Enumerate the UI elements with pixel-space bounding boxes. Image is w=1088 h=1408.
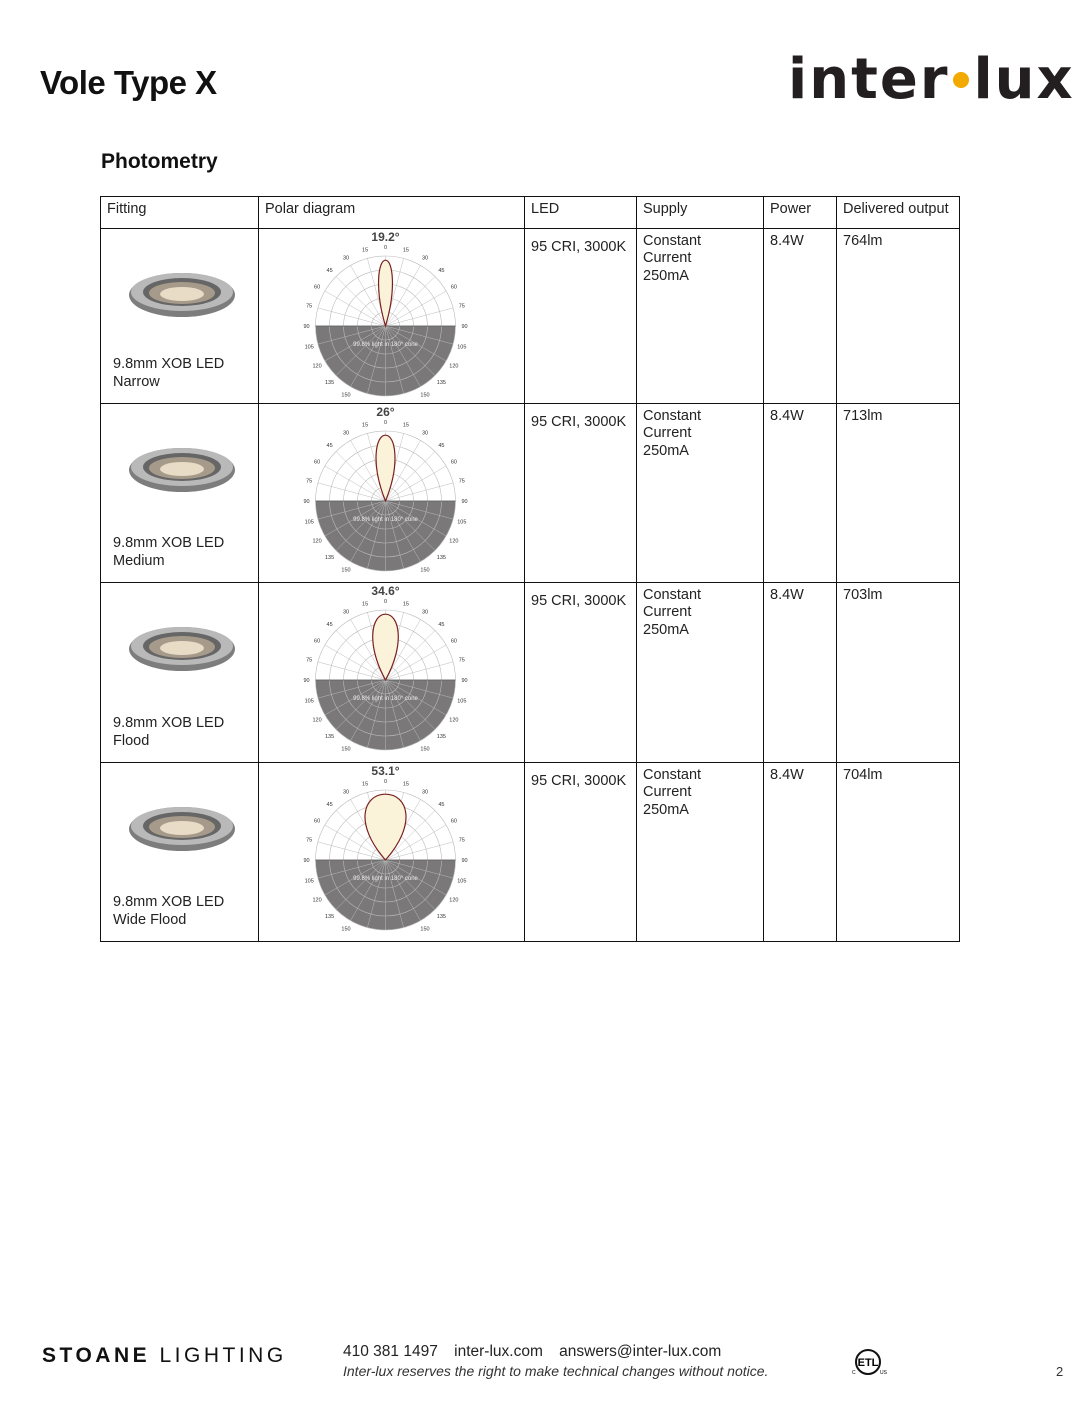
polar-angle-label: 30	[421, 430, 429, 437]
fitting-name-line2: Narrow	[113, 373, 160, 390]
fitting-image	[127, 265, 237, 321]
polar-angle-label: 45	[326, 802, 333, 809]
polar-diagram	[259, 763, 512, 933]
table-row	[101, 763, 960, 942]
polar-diagram-cell	[259, 583, 525, 763]
polar-angle-label: 150	[420, 746, 430, 753]
polar-angle-label: 60	[450, 459, 457, 466]
header-led: LED	[525, 197, 637, 229]
delivered-output-cell: 764lm	[837, 229, 960, 404]
polar-angle-label: 60	[450, 818, 457, 825]
polar-angle-label: 150	[341, 392, 351, 399]
polar-diagram	[259, 404, 512, 574]
polar-cone-note: 99.8% light in 180° cone	[353, 517, 418, 523]
polar-angle-label: 90	[461, 678, 468, 684]
polar-angle-label: 45	[438, 622, 445, 629]
polar-angle-label: 0	[383, 420, 388, 426]
table-row	[101, 229, 960, 404]
polar-diagram	[259, 583, 512, 753]
svg-text:C: C	[852, 1370, 856, 1376]
polar-cone-note: 99.8% light in 180° cone	[353, 696, 418, 702]
polar-angle-label: 90	[303, 499, 310, 505]
polar-angle-label: 60	[450, 284, 457, 291]
fitting-name-line1: 9.8mm XOB LED	[113, 894, 225, 911]
polar-angle-label: 30	[342, 789, 350, 796]
footer-phone: 410 381 1497	[343, 1343, 438, 1360]
supply-line-3: 250mA	[643, 267, 689, 284]
polar-angle-label: 30	[421, 255, 429, 262]
polar-diagram	[259, 229, 512, 399]
polar-angle-label: 120	[312, 717, 322, 724]
beam-lobe	[379, 260, 393, 326]
beam-lobe	[376, 435, 395, 501]
polar-angle-label: 0	[383, 599, 388, 605]
fitting-name-line1: 9.8mm XOB LED	[113, 535, 225, 552]
fitting-name	[113, 894, 224, 929]
polar-angle-label: 90	[461, 324, 468, 330]
power-cell: 8.4W	[764, 229, 837, 404]
beam-lobe	[373, 614, 399, 680]
supply-line-3: 250mA	[643, 442, 689, 459]
polar-angle-label: 120	[449, 538, 459, 545]
supply-line-3: 250mA	[643, 801, 689, 818]
polar-angle-label: 90	[461, 499, 468, 505]
logo-suffix: lux	[973, 47, 1075, 112]
fitting-name-line1: 9.8mm XOB LED	[113, 356, 225, 373]
footer-website[interactable]: inter-lux.com	[454, 1343, 543, 1360]
polar-angle-label: 15	[402, 247, 409, 254]
polar-angle-label: 30	[342, 609, 350, 616]
fitting-image	[127, 799, 237, 855]
header-fitting: Fitting	[101, 197, 259, 229]
polar-cone-note: 99.8% light in 180° cone	[353, 876, 418, 882]
supply-line-1: Constant	[643, 767, 702, 783]
polar-angle-label: 30	[342, 255, 350, 262]
polar-angle-label: 105	[304, 698, 314, 705]
header-delivered-output: Delivered output	[837, 197, 960, 229]
power-cell: 8.4W	[764, 763, 837, 942]
power-cell: 8.4W	[764, 404, 837, 583]
beam-angle-label: 53.1°	[371, 764, 400, 778]
logo-prefix: inter	[788, 47, 950, 112]
polar-angle-label: 90	[461, 858, 468, 864]
led-cell: 95 CRI, 3000K	[525, 763, 637, 942]
supply-cell	[637, 229, 764, 404]
polar-angle-label: 120	[449, 717, 459, 724]
svg-text:ETL: ETL	[857, 1357, 879, 1369]
polar-angle-label: 15	[402, 781, 409, 788]
polar-angle-label: 150	[341, 567, 351, 574]
delivered-output-cell: 704lm	[837, 763, 960, 942]
fitting-cell	[101, 404, 259, 583]
polar-angle-label: 150	[341, 746, 351, 753]
polar-diagram-cell	[259, 404, 525, 583]
stoane-lighting-logo	[42, 1344, 287, 1368]
polar-angle-label: 45	[326, 622, 333, 629]
delivered-output-cell: 713lm	[837, 404, 960, 583]
polar-angle-label: 30	[421, 609, 429, 616]
polar-angle-label: 135	[325, 733, 335, 740]
logo-dot-icon	[953, 72, 969, 88]
polar-angle-label: 105	[304, 878, 314, 885]
fitting-cell	[101, 583, 259, 763]
table-header-row	[101, 197, 960, 229]
polar-diagram-cell	[259, 229, 525, 404]
polar-diagram-cell	[259, 763, 525, 942]
supply-line-2: Current	[643, 250, 692, 267]
polar-angle-label: 105	[457, 519, 467, 526]
polar-angle-label: 75	[458, 303, 465, 310]
fitting-name-line2: Wide Flood	[113, 911, 187, 928]
polar-angle-label: 90	[303, 858, 310, 864]
polar-angle-label: 150	[420, 567, 430, 574]
polar-angle-label: 150	[420, 392, 430, 399]
polar-angle-label: 120	[312, 897, 322, 904]
led-cell: 95 CRI, 3000K	[525, 229, 637, 404]
section-title: Photometry	[101, 150, 218, 173]
fitting-name-line1: 9.8mm XOB LED	[113, 715, 225, 732]
fitting-name	[113, 715, 224, 750]
polar-angle-label: 0	[383, 245, 388, 251]
page-title: Vole Type X	[40, 64, 217, 101]
polar-angle-label: 15	[402, 422, 409, 429]
polar-angle-label: 105	[304, 519, 314, 526]
polar-angle-label: 135	[436, 913, 446, 920]
polar-angle-label: 45	[438, 802, 445, 809]
polar-angle-label: 120	[312, 363, 322, 370]
fitting-image	[127, 440, 237, 496]
supply-line-1: Constant	[643, 233, 702, 249]
power-cell: 8.4W	[764, 583, 837, 763]
polar-angle-label: 120	[449, 897, 459, 904]
supply-cell	[637, 583, 764, 763]
polar-angle-label: 75	[306, 837, 313, 844]
polar-angle-label: 90	[303, 324, 310, 330]
polar-angle-label: 60	[314, 638, 321, 645]
polar-angle-label: 120	[449, 363, 459, 370]
polar-angle-label: 135	[436, 554, 446, 561]
polar-angle-label: 60	[314, 459, 321, 466]
fitting-name	[113, 356, 224, 391]
fitting-cell	[101, 763, 259, 942]
table-row	[101, 583, 960, 763]
supply-line-2: Current	[643, 784, 692, 801]
fitting-name-line2: Medium	[113, 552, 165, 569]
beam-lobe	[365, 794, 406, 860]
polar-angle-label: 60	[314, 818, 321, 825]
beam-angle-label: 34.6°	[371, 584, 400, 598]
polar-angle-label: 45	[326, 268, 333, 275]
footer-email[interactable]: answers@inter-lux.com	[559, 1343, 722, 1360]
polar-cone-note: 99.8% light in 180° cone	[353, 342, 418, 348]
polar-angle-label: 120	[312, 538, 322, 545]
supply-line-2: Current	[643, 604, 692, 621]
footer-brand-light: LIGHTING	[159, 1344, 287, 1367]
polar-angle-label: 60	[450, 638, 457, 645]
polar-angle-label: 75	[306, 303, 313, 310]
footer-brand-bold: STOANE	[42, 1344, 151, 1367]
supply-line-3: 250mA	[643, 621, 689, 638]
footer-disclaimer: Inter-lux reserves the right to make technical changes without notice.	[343, 1363, 769, 1379]
supply-cell	[637, 404, 764, 583]
polar-angle-label: 75	[458, 478, 465, 485]
led-cell: 95 CRI, 3000K	[525, 404, 637, 583]
led-cell: 95 CRI, 3000K	[525, 583, 637, 763]
supply-line-1: Constant	[643, 408, 702, 424]
header-supply: Supply	[637, 197, 764, 229]
polar-angle-label: 45	[438, 443, 445, 450]
supply-line-1: Constant	[643, 587, 702, 603]
polar-angle-label: 60	[314, 284, 321, 291]
fitting-cell	[101, 229, 259, 404]
fitting-image	[127, 619, 237, 675]
polar-angle-label: 105	[457, 878, 467, 885]
polar-angle-label: 135	[325, 913, 335, 920]
table-row	[101, 404, 960, 583]
inter-lux-logo	[788, 47, 1075, 112]
etl-certification-icon	[848, 1346, 888, 1378]
supply-cell	[637, 763, 764, 942]
polar-angle-label: 105	[457, 344, 467, 351]
polar-angle-label: 135	[436, 733, 446, 740]
photometry-table	[100, 196, 960, 942]
page-number: 2	[1056, 1364, 1064, 1379]
polar-angle-label: 45	[438, 268, 445, 275]
supply-line-2: Current	[643, 425, 692, 442]
polar-angle-label: 15	[362, 601, 369, 608]
polar-angle-label: 105	[457, 698, 467, 705]
polar-angle-label: 30	[421, 789, 429, 796]
polar-angle-label: 135	[325, 379, 335, 386]
footer-contact	[343, 1343, 733, 1361]
beam-angle-label: 26°	[376, 405, 395, 419]
beam-angle-label: 19.2°	[371, 230, 400, 244]
polar-angle-label: 75	[458, 837, 465, 844]
polar-angle-label: 45	[326, 443, 333, 450]
fitting-name-line2: Flood	[113, 732, 150, 749]
delivered-output-cell: 703lm	[837, 583, 960, 763]
svg-text:US: US	[880, 1370, 887, 1376]
polar-angle-label: 15	[362, 781, 369, 788]
polar-angle-label: 150	[341, 926, 351, 933]
polar-angle-label: 90	[303, 678, 310, 684]
polar-angle-label: 15	[362, 247, 369, 254]
polar-angle-label: 15	[402, 601, 409, 608]
polar-angle-label: 105	[304, 344, 314, 351]
polar-angle-label: 75	[306, 657, 313, 664]
header-power: Power	[764, 197, 837, 229]
polar-angle-label: 75	[458, 657, 465, 664]
polar-angle-label: 75	[306, 478, 313, 485]
polar-angle-label: 135	[325, 554, 335, 561]
polar-angle-label: 150	[420, 926, 430, 933]
polar-angle-label: 30	[342, 430, 350, 437]
fitting-name	[113, 535, 224, 570]
header-polar-diagram: Polar diagram	[259, 197, 525, 229]
polar-angle-label: 135	[436, 379, 446, 386]
polar-angle-label: 15	[362, 422, 369, 429]
polar-angle-label: 0	[383, 779, 388, 785]
